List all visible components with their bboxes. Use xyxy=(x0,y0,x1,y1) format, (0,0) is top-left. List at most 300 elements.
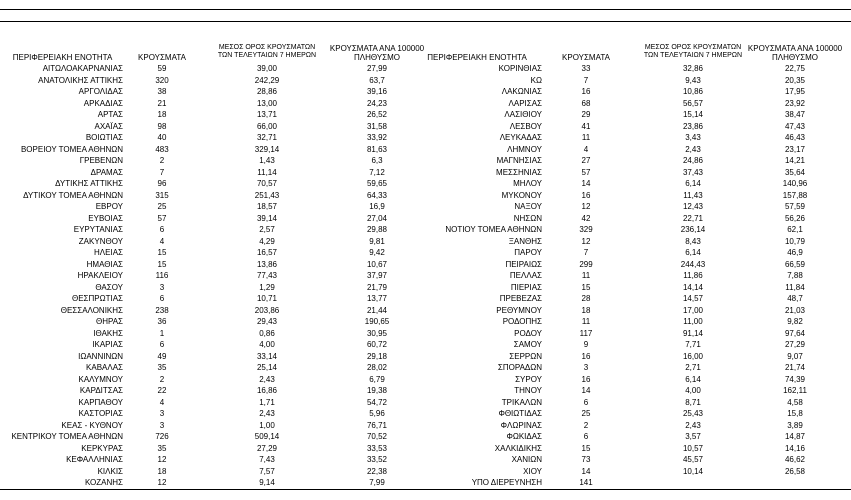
cases-cell: 6 xyxy=(583,397,589,407)
cases-cell: 2 xyxy=(159,374,165,384)
per-100k-cell: 4,58 xyxy=(787,397,803,407)
table-row xyxy=(412,374,851,386)
per-100k-cell: 37,97 xyxy=(366,271,388,280)
avg-7day-cell: 1,43 xyxy=(259,156,275,165)
cases-cell: 16 xyxy=(581,351,591,361)
region-name-cell: ΕΥΡΥΤΑΝΙΑΣ xyxy=(73,225,123,234)
header-per100k-right xyxy=(740,44,850,62)
table-row xyxy=(412,109,851,121)
per-100k-cell: 48,7 xyxy=(787,294,803,303)
table-row xyxy=(0,109,412,121)
per-100k-cell: 10,67 xyxy=(366,259,388,269)
per-100k-cell: 21,74 xyxy=(784,363,806,372)
per-100k-cell: 21,44 xyxy=(366,305,388,315)
region-name-cell: ΧΑΝΙΩΝ xyxy=(511,455,542,464)
table-row xyxy=(412,63,851,75)
region-name-cell: ΦΩΚΙΔΑΣ xyxy=(506,432,542,441)
per-100k-cell: 27,99 xyxy=(366,64,388,73)
table-row xyxy=(0,259,412,271)
avg-7day-cell: 13,71 xyxy=(256,110,278,119)
region-name-cell: ΚΟΡΙΝΘΙΑΣ xyxy=(498,64,542,73)
region-name-cell: ΑΡΤΑΣ xyxy=(97,110,123,119)
per-100k-cell: 22,38 xyxy=(366,466,388,476)
region-name-cell: ΣΠΟΡΑΔΩΝ xyxy=(497,363,542,372)
cases-cell: 3 xyxy=(583,363,589,372)
per-100k-cell: 9,82 xyxy=(787,317,803,326)
avg-7day-cell: 8,71 xyxy=(685,397,701,407)
per-100k-cell: 20,35 xyxy=(784,75,806,85)
avg-7day-cell: 6,14 xyxy=(685,374,701,384)
avg-7day-cell: 23,86 xyxy=(682,121,704,131)
per-100k-cell: 7,12 xyxy=(369,167,385,177)
right-table xyxy=(412,63,851,489)
per-100k-cell: 74,39 xyxy=(784,374,806,384)
table-row xyxy=(412,282,851,294)
table-row xyxy=(412,397,851,409)
avg-7day-cell: 77,43 xyxy=(256,271,278,280)
table-row xyxy=(412,236,851,248)
per-100k-cell: 46,9 xyxy=(787,248,803,257)
cases-cell: 33 xyxy=(581,64,591,73)
cases-cell: 40 xyxy=(157,133,167,142)
table-row xyxy=(0,466,412,478)
table-row xyxy=(0,98,412,110)
per-100k-cell: 57,59 xyxy=(784,202,806,211)
cases-cell: 14 xyxy=(581,179,591,188)
header-cases-right xyxy=(556,53,616,62)
cases-cell: 141 xyxy=(579,478,593,487)
per-100k-cell: 39,16 xyxy=(366,87,388,96)
table-row xyxy=(0,190,412,202)
cases-cell: 16 xyxy=(581,87,591,96)
per-100k-cell: 28,02 xyxy=(366,363,388,372)
per-100k-cell: 54,72 xyxy=(366,397,388,407)
cases-cell: 4 xyxy=(159,236,165,246)
cases-cell: 2 xyxy=(583,420,589,430)
avg-7day-cell: 4,29 xyxy=(259,236,275,246)
cases-cell: 49 xyxy=(157,351,167,361)
per-100k-cell: 6,79 xyxy=(369,374,385,384)
table-row xyxy=(412,167,851,179)
top-rule-2 xyxy=(0,21,851,22)
avg-7day-cell: 32,86 xyxy=(682,64,704,73)
cases-cell: 1 xyxy=(159,328,165,338)
table-row xyxy=(0,144,412,156)
per-100k-cell: 10,79 xyxy=(784,236,806,246)
per-100k-cell: 56,26 xyxy=(784,213,806,223)
cases-cell: 329 xyxy=(579,225,593,234)
avg-7day-cell: 2,57 xyxy=(259,225,275,234)
per-100k-cell: 15,8 xyxy=(787,409,803,418)
cases-cell: 18 xyxy=(581,305,591,315)
cases-cell: 9 xyxy=(583,340,589,349)
avg-7day-cell: 4,00 xyxy=(685,386,701,395)
bottom-rule xyxy=(0,489,851,490)
table-row xyxy=(0,477,412,489)
table-row xyxy=(0,305,412,317)
region-name-cell: ΚΩ xyxy=(530,75,542,85)
avg-7day-cell: 17,00 xyxy=(682,305,704,315)
cases-cell: 6 xyxy=(159,225,165,234)
per-100k-cell: 22,75 xyxy=(784,64,806,73)
avg-7day-cell: 3,43 xyxy=(685,133,701,142)
table-row xyxy=(412,259,851,271)
avg-7day-cell: 39,14 xyxy=(256,213,278,223)
avg-7day-cell: 16,00 xyxy=(682,351,704,361)
table-row xyxy=(412,305,851,317)
region-name-cell: ΘΗΡΑΣ xyxy=(95,317,123,326)
header-avg-line2: ΤΩΝ ΤΕΛΕΥΤΑΙΩΝ 7 ΗΜΕΡΩΝ xyxy=(217,52,317,59)
region-name-cell: ΛΕΣΒΟΥ xyxy=(509,121,542,131)
cases-cell: 726 xyxy=(155,432,169,441)
avg-7day-cell: 66,00 xyxy=(256,121,278,131)
avg-7day-cell: 1,71 xyxy=(259,397,275,407)
cases-cell: 299 xyxy=(579,259,593,269)
header-region-left xyxy=(0,53,125,62)
region-name-cell: ΥΠΟ ΔΙΕΡΕΥΝΗΣΗ xyxy=(471,478,542,487)
table-row xyxy=(0,236,412,248)
table-row xyxy=(0,385,412,397)
table-row xyxy=(0,121,412,133)
table-row xyxy=(412,339,851,351)
table-row xyxy=(0,247,412,259)
avg-7day-cell: 11,86 xyxy=(683,271,703,280)
cases-cell: 238 xyxy=(155,305,169,315)
table-row xyxy=(412,213,851,225)
per-100k-cell: 26,52 xyxy=(366,110,388,119)
per-100k-cell: 46,43 xyxy=(784,133,806,142)
region-name-cell: ΛΑΣΙΘΙΟΥ xyxy=(504,110,542,119)
region-name-cell: ΒΟΙΩΤΙΑΣ xyxy=(85,133,123,142)
cases-cell: 57 xyxy=(581,167,591,177)
cases-cell: 12 xyxy=(581,236,591,246)
per-100k-cell: 76,71 xyxy=(366,420,388,430)
per-100k-cell: 190,65 xyxy=(364,317,390,326)
avg-7day-cell: 56,57 xyxy=(682,98,704,108)
avg-7day-cell: 7,43 xyxy=(259,455,275,464)
region-name-cell: ΚΙΛΚΙΣ xyxy=(97,466,123,476)
region-name-cell: ΦΘΙΩΤΙΔΑΣ xyxy=(498,409,542,418)
table-row xyxy=(0,201,412,213)
per-100k-cell: 66,59 xyxy=(784,259,806,269)
per-100k-cell: 21,79 xyxy=(366,282,388,292)
region-name-cell: ΣΕΡΡΩΝ xyxy=(509,351,542,361)
cases-cell: 117 xyxy=(579,328,593,338)
cases-cell: 29 xyxy=(581,110,591,119)
avg-7day-cell: 244,43 xyxy=(680,259,706,269)
cases-cell: 25 xyxy=(157,202,167,211)
region-name-cell: ΗΜΑΘΙΑΣ xyxy=(86,259,123,269)
per-100k-cell: 97,64 xyxy=(784,328,806,338)
avg-7day-cell: 25,14 xyxy=(256,363,278,372)
table-row xyxy=(0,167,412,179)
avg-7day-cell: 9,14 xyxy=(259,478,275,487)
cases-cell: 7 xyxy=(583,75,589,85)
region-name-cell: ΦΛΩΡΙΝΑΣ xyxy=(500,420,542,430)
region-name-cell: ΙΘΑΚΗΣ xyxy=(93,328,123,338)
cases-cell: 3 xyxy=(159,420,165,430)
table-row xyxy=(0,282,412,294)
header-avg-line2: ΤΩΝ ΤΕΛΕΥΤΑΙΩΝ 7 ΗΜΕΡΩΝ xyxy=(643,52,743,59)
region-name-cell: ΠΕΛΛΑΣ xyxy=(509,271,542,280)
region-name-cell: ΙΩΑΝΝΙΝΩΝ xyxy=(78,351,123,361)
table-row xyxy=(412,431,851,443)
cases-cell: 15 xyxy=(581,443,591,453)
avg-7day-cell: 12,43 xyxy=(682,202,704,211)
region-name-cell: ΔΡΑΜΑΣ xyxy=(90,167,123,177)
avg-7day-cell: 1,00 xyxy=(259,420,275,430)
avg-7day-cell: 10,86 xyxy=(682,87,704,96)
per-100k-cell: 64,33 xyxy=(366,190,388,200)
header-region-label: ΠΕΡΙΦΕΡΕΙΑΚΗ ΕΝΟΤΗΤΑ xyxy=(12,53,113,62)
avg-7day-cell: 2,43 xyxy=(685,420,701,430)
per-100k-cell: 23,17 xyxy=(784,144,806,154)
region-name-cell: ΘΑΣΟΥ xyxy=(95,282,123,292)
avg-7day-cell: 91,14 xyxy=(682,328,704,338)
avg-7day-cell: 7,71 xyxy=(685,340,701,349)
table-row xyxy=(412,466,851,478)
avg-7day-cell: 33,14 xyxy=(256,351,278,361)
region-name-cell: ΓΡΕΒΕΝΩΝ xyxy=(79,156,123,165)
avg-7day-cell: 14,14 xyxy=(682,282,704,292)
table-row xyxy=(0,293,412,305)
avg-7day-cell: 28,86 xyxy=(256,87,278,96)
cases-cell: 59 xyxy=(157,64,167,73)
header-cases-left xyxy=(132,53,192,62)
avg-7day-cell: 251,43 xyxy=(254,190,280,200)
cases-cell: 14 xyxy=(581,386,591,395)
header-region-right xyxy=(412,53,542,62)
region-name-cell: ΚΑΡΔΙΤΣΑΣ xyxy=(79,386,123,395)
table-row xyxy=(412,144,851,156)
header-avg-right xyxy=(636,44,750,60)
header-region-label: ΠΕΡΙΦΕΡΕΙΑΚΗ ΕΝΟΤΗΤΑ xyxy=(427,53,527,62)
avg-7day-cell: 29,43 xyxy=(256,317,278,326)
region-name-cell: ΑΝΑΤΟΛΙΚΗΣ ΑΤΤΙΚΗΣ xyxy=(38,75,123,85)
header-per100k-line1: ΚΡΟΥΣΜΑΤΑ ΑΝΑ 100000 xyxy=(747,44,843,53)
per-100k-cell: 33,53 xyxy=(366,443,388,453)
table-row xyxy=(412,362,851,374)
avg-7day-cell: 0,86 xyxy=(259,328,275,338)
header-avg-line1: ΜΕΣΟΣ ΟΡΟΣ ΚΡΟΥΣΜΑΤΩΝ xyxy=(218,44,316,51)
table-row xyxy=(0,431,412,443)
region-name-cell: ΒΟΡΕΙΟΥ ΤΟΜΕΑ ΑΘΗΝΩΝ xyxy=(20,144,123,154)
avg-7day-cell: 11,14 xyxy=(257,167,277,177)
avg-7day-cell: 2,43 xyxy=(685,144,701,154)
avg-7day-cell: 2,43 xyxy=(259,409,275,418)
per-100k-cell: 63,7 xyxy=(369,75,385,85)
table-row xyxy=(0,351,412,363)
table-row xyxy=(412,443,851,455)
cases-cell: 483 xyxy=(155,144,169,154)
top-rule-1 xyxy=(0,9,851,10)
cases-cell: 6 xyxy=(159,340,165,349)
per-100k-cell: 16,9 xyxy=(369,202,385,211)
per-100k-cell: 46,62 xyxy=(784,455,806,464)
per-100k-cell: 47,43 xyxy=(784,121,806,131)
cases-cell: 18 xyxy=(157,466,167,476)
table-row xyxy=(0,63,412,75)
region-name-cell: ΠΑΡΟΥ xyxy=(514,248,542,257)
avg-7day-cell: 242,29 xyxy=(254,75,280,85)
region-name-cell: ΠΡΕΒΕΖΑΣ xyxy=(499,294,542,303)
table-row xyxy=(0,339,412,351)
region-name-cell: ΗΡΑΚΛΕΙΟΥ xyxy=(77,271,123,280)
table-row xyxy=(0,270,412,282)
table-row xyxy=(0,213,412,225)
cases-cell: 25 xyxy=(581,409,591,418)
per-100k-cell: 162,11 xyxy=(783,386,807,395)
region-name-cell: ΖΑΚΥΝΘΟΥ xyxy=(78,236,123,246)
avg-7day-cell: 10,57 xyxy=(682,443,704,453)
header-per100k-line2: ΠΛΗΘΥΣΜΟ xyxy=(771,53,819,62)
header-avg-line1: ΜΕΣΟΣ ΟΡΟΣ ΚΡΟΥΣΜΑΤΩΝ xyxy=(644,44,742,51)
table-row xyxy=(412,408,851,420)
cases-cell: 35 xyxy=(157,363,167,372)
left-table xyxy=(0,63,412,489)
region-name-cell: ΡΟΔΟΥ xyxy=(514,328,542,338)
per-100k-cell: 62,1 xyxy=(787,225,803,234)
avg-7day-cell: 329,14 xyxy=(254,144,280,154)
per-100k-cell: 14,87 xyxy=(784,432,806,441)
region-name-cell: ΛΕΥΚΑΔΑΣ xyxy=(499,133,542,142)
avg-7day-cell: 27,29 xyxy=(256,443,278,453)
table-row xyxy=(0,86,412,98)
region-name-cell: ΑΡΚΑΔΙΑΣ xyxy=(83,98,123,108)
avg-7day-cell: 236,14 xyxy=(680,225,706,234)
table-row xyxy=(0,397,412,409)
avg-7day-cell: 37,43 xyxy=(682,167,704,177)
cases-cell: 11 xyxy=(581,271,591,280)
cases-cell: 320 xyxy=(155,75,169,85)
region-name-cell: ΗΛΕΙΑΣ xyxy=(94,248,123,257)
region-name-cell: ΚΑΣΤΟΡΙΑΣ xyxy=(78,409,123,418)
table-row xyxy=(0,362,412,374)
avg-7day-cell: 509,14 xyxy=(254,432,280,441)
per-100k-cell: 27,04 xyxy=(366,213,388,223)
table-row xyxy=(412,454,851,466)
table-row xyxy=(412,121,851,133)
cases-cell: 116 xyxy=(155,271,169,280)
per-100k-cell: 7,88 xyxy=(787,271,803,280)
header-cases-label: ΚΡΟΥΣΜΑΤΑ xyxy=(562,53,610,62)
cases-cell: 2 xyxy=(159,156,165,165)
table-row xyxy=(412,316,851,328)
region-name-cell: ΜΗΛΟΥ xyxy=(513,179,542,188)
avg-7day-cell: 16,86 xyxy=(256,386,278,395)
region-name-cell: ΛΗΜΝΟΥ xyxy=(507,144,542,154)
avg-7day-cell: 6,14 xyxy=(685,248,701,257)
cases-cell: 4 xyxy=(159,397,165,407)
cases-cell: 11 xyxy=(581,133,591,142)
per-100k-cell: 9,81 xyxy=(369,236,385,246)
table-row xyxy=(412,190,851,202)
region-name-cell: ΜΑΓΝΗΣΙΑΣ xyxy=(496,156,542,165)
avg-7day-cell: 25,43 xyxy=(682,409,704,418)
per-100k-cell: 31,58 xyxy=(366,121,388,131)
region-name-cell: ΤΡΙΚΑΛΩΝ xyxy=(501,397,542,407)
per-100k-cell: 140,96 xyxy=(782,179,808,188)
avg-7day-cell: 9,43 xyxy=(685,75,701,85)
table-row xyxy=(412,86,851,98)
region-name-cell: ΝΑΞΟΥ xyxy=(514,202,542,211)
region-name-cell: ΔΥΤΙΚΗΣ ΑΤΤΙΚΗΣ xyxy=(55,179,123,188)
per-100k-cell: 6,3 xyxy=(371,156,383,165)
table-row xyxy=(0,316,412,328)
cases-cell: 36 xyxy=(157,317,167,326)
table-row xyxy=(412,247,851,259)
table-row xyxy=(0,443,412,455)
table-row xyxy=(0,374,412,386)
per-100k-cell: 26,58 xyxy=(784,466,806,476)
cases-cell: 7 xyxy=(159,167,165,177)
table-row xyxy=(0,454,412,466)
region-name-cell: ΣΑΜΟΥ xyxy=(513,340,542,349)
per-100k-cell: 157,88 xyxy=(782,190,808,200)
table-row xyxy=(412,385,851,397)
region-name-cell: ΣΥΡΟΥ xyxy=(515,374,542,384)
region-name-cell: ΚΕΡΚΥΡΑΣ xyxy=(81,443,123,453)
avg-7day-cell: 39,00 xyxy=(256,64,278,73)
table-row xyxy=(0,328,412,340)
region-name-cell: ΜΕΣΣΗΝΙΑΣ xyxy=(496,167,542,177)
cases-cell: 15 xyxy=(157,259,167,269)
avg-7day-cell: 70,57 xyxy=(256,179,278,188)
cases-cell: 42 xyxy=(581,213,591,223)
region-name-cell: ΞΑΝΘΗΣ xyxy=(508,236,542,246)
cases-cell: 3 xyxy=(159,282,165,292)
avg-7day-cell: 11,00 xyxy=(683,317,703,326)
per-100k-cell: 59,65 xyxy=(366,179,388,188)
region-name-cell: ΕΒΡΟΥ xyxy=(95,202,123,211)
header-cases-label: ΚΡΟΥΣΜΑΤΑ xyxy=(138,53,186,62)
header-avg-left xyxy=(212,44,322,60)
region-name-cell: ΘΕΣΠΡΩΤΙΑΣ xyxy=(72,294,123,303)
region-name-cell: ΤΗΝΟΥ xyxy=(514,386,542,395)
table-row xyxy=(0,178,412,190)
table-row xyxy=(0,408,412,420)
table-row xyxy=(412,178,851,190)
per-100k-cell: 14,16 xyxy=(784,443,806,453)
avg-7day-cell: 7,57 xyxy=(259,466,275,476)
per-100k-cell: 3,89 xyxy=(787,420,803,430)
per-100k-cell: 27,29 xyxy=(784,340,806,349)
region-name-cell: ΠΕΙΡΑΙΩΣ xyxy=(505,259,542,269)
avg-7day-cell: 10,14 xyxy=(682,466,704,476)
per-100k-cell: 70,52 xyxy=(366,432,388,441)
avg-7day-cell: 2,43 xyxy=(259,374,275,384)
region-name-cell: ΠΙΕΡΙΑΣ xyxy=(510,282,542,292)
table-row xyxy=(412,224,851,236)
cases-cell: 6 xyxy=(583,432,589,441)
avg-7day-cell: 15,14 xyxy=(682,110,704,119)
table-row xyxy=(0,132,412,144)
avg-7day-cell: 24,86 xyxy=(682,156,704,165)
table-row xyxy=(0,155,412,167)
avg-7day-cell: 22,71 xyxy=(682,213,704,223)
avg-7day-cell: 32,71 xyxy=(256,133,278,142)
avg-7day-cell: 203,86 xyxy=(254,305,280,315)
cases-cell: 14 xyxy=(581,466,591,476)
cases-cell: 73 xyxy=(581,455,591,464)
table-row xyxy=(412,420,851,432)
cases-cell: 11 xyxy=(581,317,591,326)
region-name-cell: ΑΡΓΟΛΙΔΑΣ xyxy=(78,87,123,96)
cases-cell: 38 xyxy=(157,87,167,96)
cases-cell: 3 xyxy=(159,409,165,418)
cases-cell: 15 xyxy=(581,282,591,292)
header-per100k-line1: ΚΡΟΥΣΜΑΤΑ ΑΝΑ 100000 xyxy=(329,44,425,53)
